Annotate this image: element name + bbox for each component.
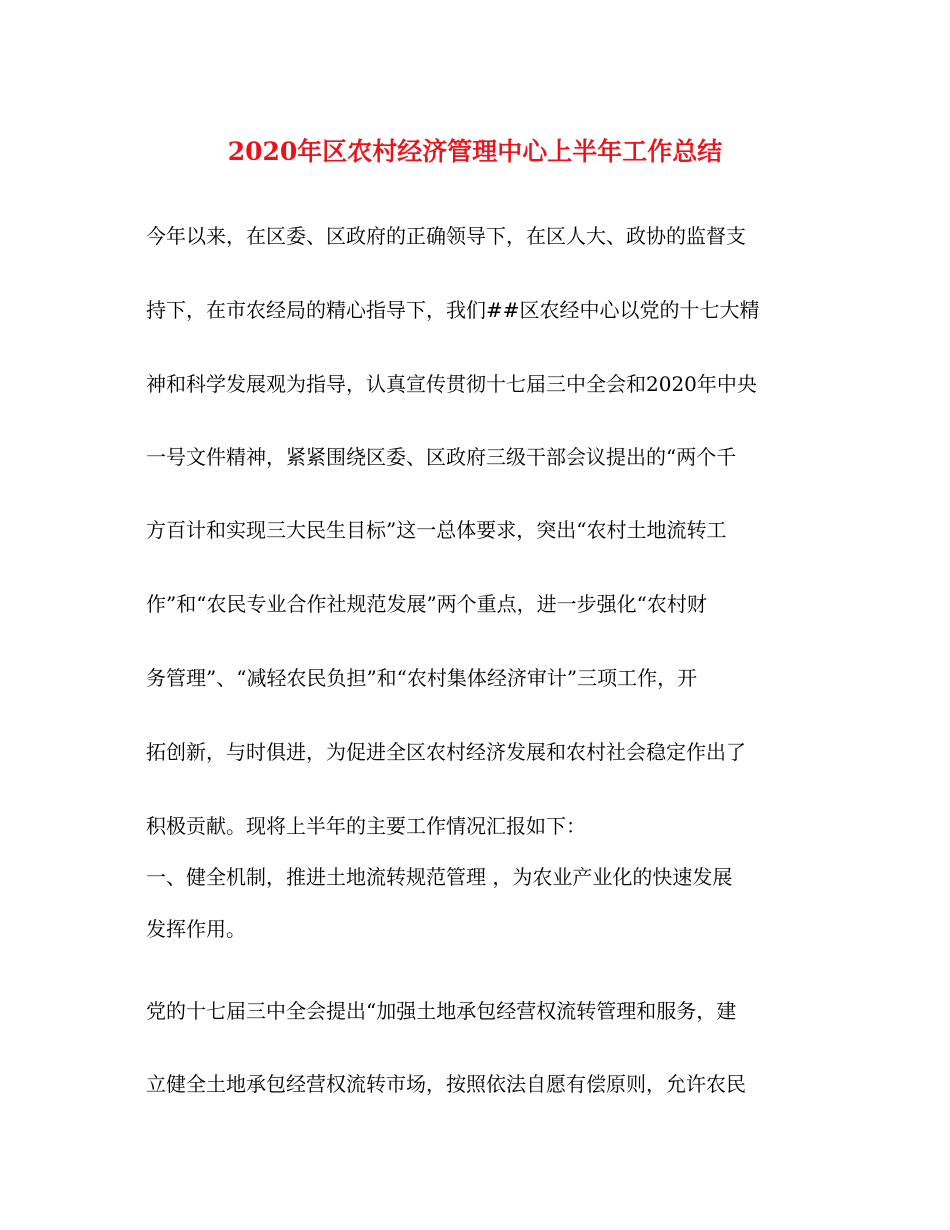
paragraph-line: 拓创新，与时俱进，为促进全区农村经济发展和农村社会稳定作出了 xyxy=(146,740,746,764)
section-heading-line: 发挥作用。 xyxy=(146,917,246,941)
paragraph-line: 一号文件精神，紧紧围绕区委、区政府三级干部会议提出的“两个千 xyxy=(146,445,737,469)
paragraph-line: 今年以来，在区委、区政府的正确领导下，在区人大、政协的监督支 xyxy=(146,224,746,248)
paragraph-line: 神和科学发展观为指导，认真宣传贯彻十七届三中全会和2020年中央 xyxy=(146,372,757,396)
document-title: 2020年区农村经济管理中心上半年工作总结 xyxy=(227,137,723,166)
paragraph-line: 务管理”、“减轻农民负担”和“农村集体经济审计”三项工作，开 xyxy=(146,666,698,690)
paragraph-line: 党的十七届三中全会提出“加强土地承包经营权流转管理和服务，建 xyxy=(146,999,737,1023)
paragraph-line: 方百计和实现三大民生目标”这一总体要求，突出“农村土地流转工 xyxy=(146,518,727,542)
section-heading-line: 一、健全机制，推进土地流转规范管理 ，为农业产业化的快速发展 xyxy=(146,865,733,889)
paragraph-line: 作”和“农民专业合作社规范发展”两个重点，进一步强化“农村财 xyxy=(146,592,707,616)
paragraph-line: 积极贡献。现将上半年的主要工作情况汇报如下： xyxy=(146,814,586,838)
paragraph-line: 立健全土地承包经营权流转市场，按照依法自愿有偿原则，允许农民 xyxy=(146,1072,746,1096)
paragraph-line: 持下，在市农经局的精心指导下，我们##区农经中心以党的十七大精 xyxy=(146,298,760,322)
